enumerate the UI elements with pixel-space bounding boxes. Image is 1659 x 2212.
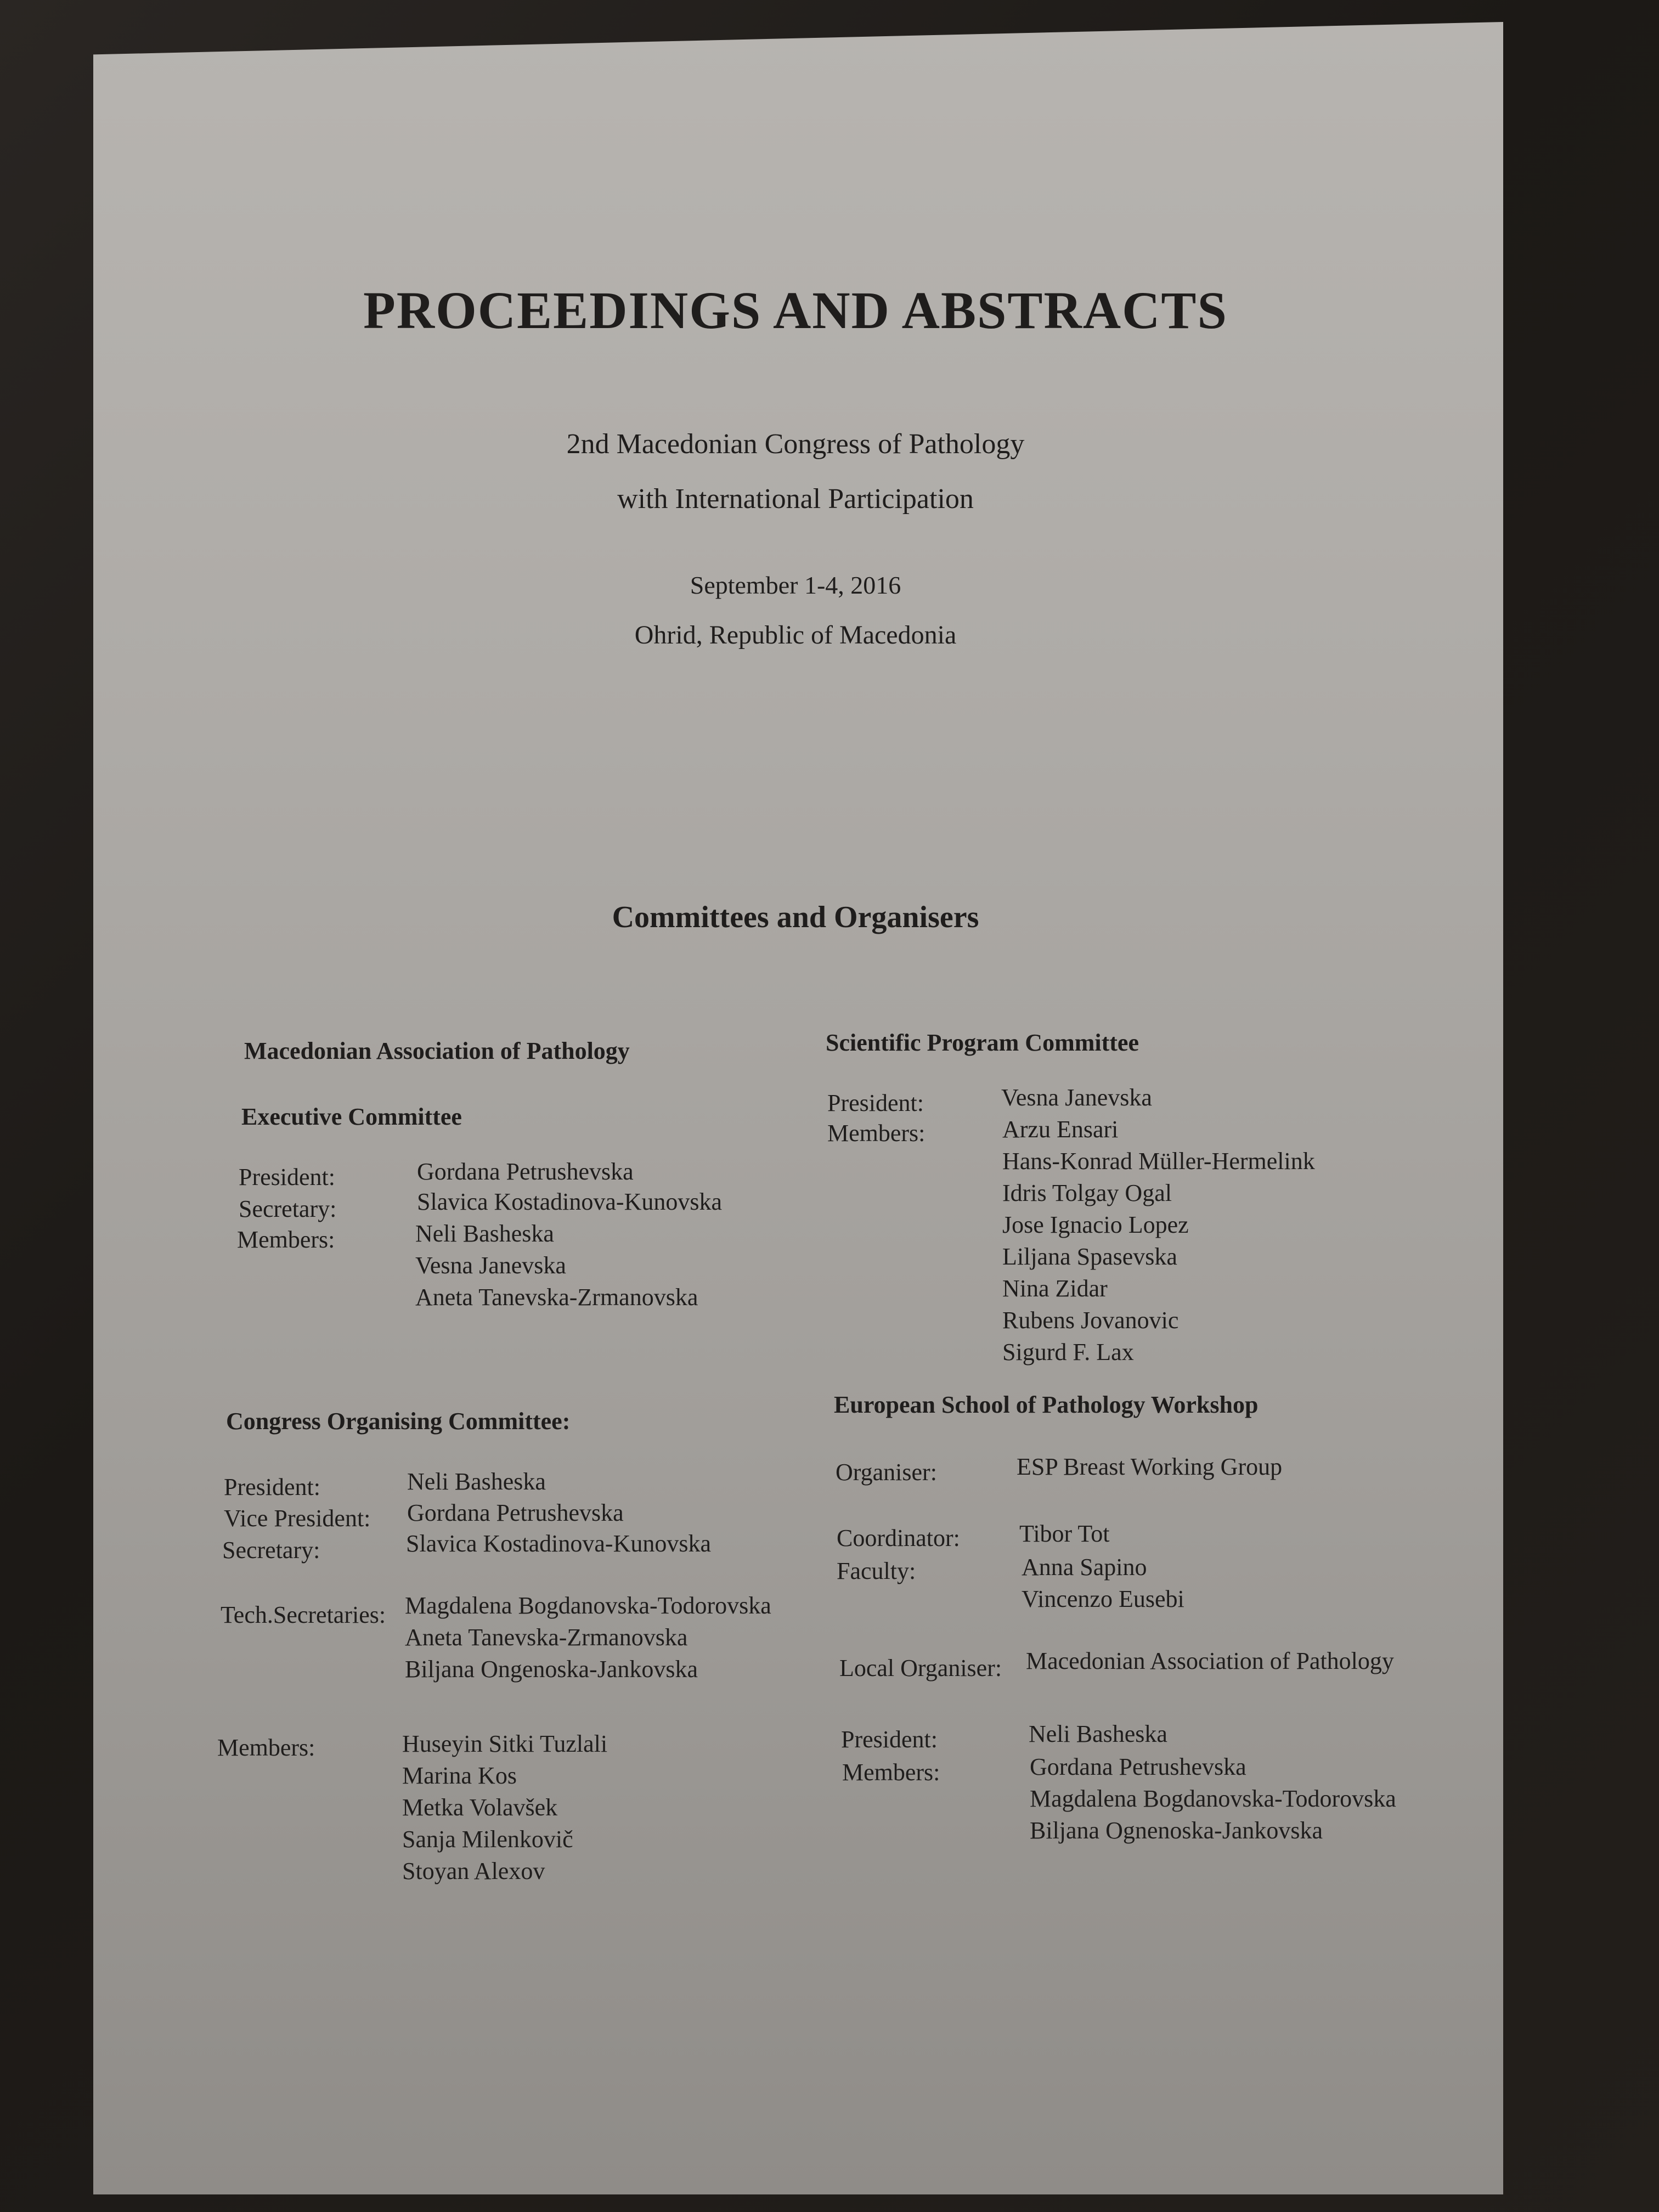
congress-vice-name: Gordana Petrushevska [407,1499,624,1526]
sci-member: Idris Tolgay Ogal [1002,1180,1172,1206]
congress-member: Marina Kos [402,1762,517,1789]
sci-member: Liljana Spasevska [1002,1243,1177,1270]
congress-secretary-label: Secretary: [222,1537,320,1564]
esp-coordinator-name: Tibor Tot [1019,1520,1110,1547]
congress-name: 2nd Macedonian Congress of Pathology [566,428,1025,460]
scientific-committee-heading: Scientific Program Committee [826,1029,1139,1056]
exec-president-label: President: [239,1164,335,1190]
exec-member: Vesna Janevska [415,1252,566,1279]
sci-president-label: President: [827,1090,924,1116]
congress-committee-heading: Congress Organising Committee: [226,1408,571,1435]
congress-place: Ohrid, Republic of Macedonia [634,620,957,650]
tech-secretaries-list [405,1590,771,1685]
tech-secretary: Aneta Tanevska-Zrmanovska [405,1624,688,1651]
exec-member: Neli Basheska [415,1220,554,1247]
esp-organiser-name: ESP Breast Working Group [1017,1453,1283,1480]
congress-member: Stoyan Alexov [402,1858,545,1884]
local-members-list [1030,1751,1396,1847]
congress-vice-label: Vice President: [224,1505,371,1532]
local-president-label: President: [841,1726,938,1753]
congress-members-list [402,1728,607,1887]
local-members-label: Members: [842,1759,940,1786]
exec-secretary-label: Secretary: [239,1195,337,1222]
association-heading: Macedonian Association of Pathology [244,1037,630,1064]
exec-secretary-name: Slavica Kostadinova-Kunovska [417,1188,722,1215]
tech-secretary: Biljana Ongenoska-Jankovska [405,1656,698,1683]
congress-members-label: Members: [217,1734,315,1761]
executive-committee-heading: Executive Committee [241,1103,462,1130]
sci-member: Rubens Jovanovic [1002,1307,1179,1334]
sci-member: Nina Zidar [1002,1275,1108,1302]
section-title: Committees and Organisers [612,900,979,934]
local-member: Biljana Ognenoska-Jankovska [1030,1817,1323,1844]
tech-secretary: Magdalena Bogdanovska-Todorovska [405,1592,771,1619]
congress-subtitle: with International Participation [617,483,974,515]
sci-member: Sigurd F. Lax [1002,1339,1134,1365]
tech-secretaries-label: Tech.Secretaries: [221,1601,386,1628]
esp-organiser-label: Organiser: [836,1459,937,1486]
esp-coordinator-label: Coordinator: [837,1525,960,1551]
local-member: Magdalena Bogdanovska-Todorovska [1030,1785,1396,1812]
local-organiser-label: Local Organiser: [839,1655,1002,1681]
congress-member: Huseyin Sitki Tuzlali [402,1730,608,1757]
congress-president-label: President: [224,1474,320,1500]
congress-member: Metka Volavšek [402,1794,558,1821]
document-title: PROCEEDINGS AND ABSTRACTS [363,281,1228,340]
esp-faculty-label: Faculty: [837,1558,916,1584]
exec-member: Aneta Tanevska-Zrmanovska [415,1284,698,1311]
congress-date: September 1-4, 2016 [690,571,901,599]
sci-member: Hans-Konrad Müller-Hermelink [1002,1148,1315,1175]
esp-faculty-member: Anna Sapino [1022,1554,1147,1581]
congress-president-name: Neli Basheska [407,1468,546,1495]
local-president-name: Neli Basheska [1029,1720,1167,1747]
sci-members-list [1002,1114,1315,1368]
sci-president-name: Vesna Janevska [1001,1084,1152,1111]
congress-secretary-name: Slavica Kostadinova-Kunovska [406,1530,711,1557]
local-organiser-name: Macedonian Association of Pathology [1026,1647,1394,1674]
esp-faculty-member: Vincenzo Eusebi [1022,1585,1184,1612]
congress-member: Sanja Milenkovič [402,1826,573,1853]
exec-members-label: Members: [237,1226,335,1253]
exec-members-list [415,1218,698,1313]
exec-president-name: Gordana Petrushevska [417,1158,634,1185]
local-member: Gordana Petrushevska [1030,1753,1246,1780]
esp-workshop-heading: European School of Pathology Workshop [834,1391,1259,1418]
sci-member: Arzu Ensari [1002,1116,1119,1143]
sci-member: Jose Ignacio Lopez [1002,1211,1189,1238]
sci-members-label: Members: [827,1120,926,1147]
esp-faculty-list [1022,1551,1184,1615]
